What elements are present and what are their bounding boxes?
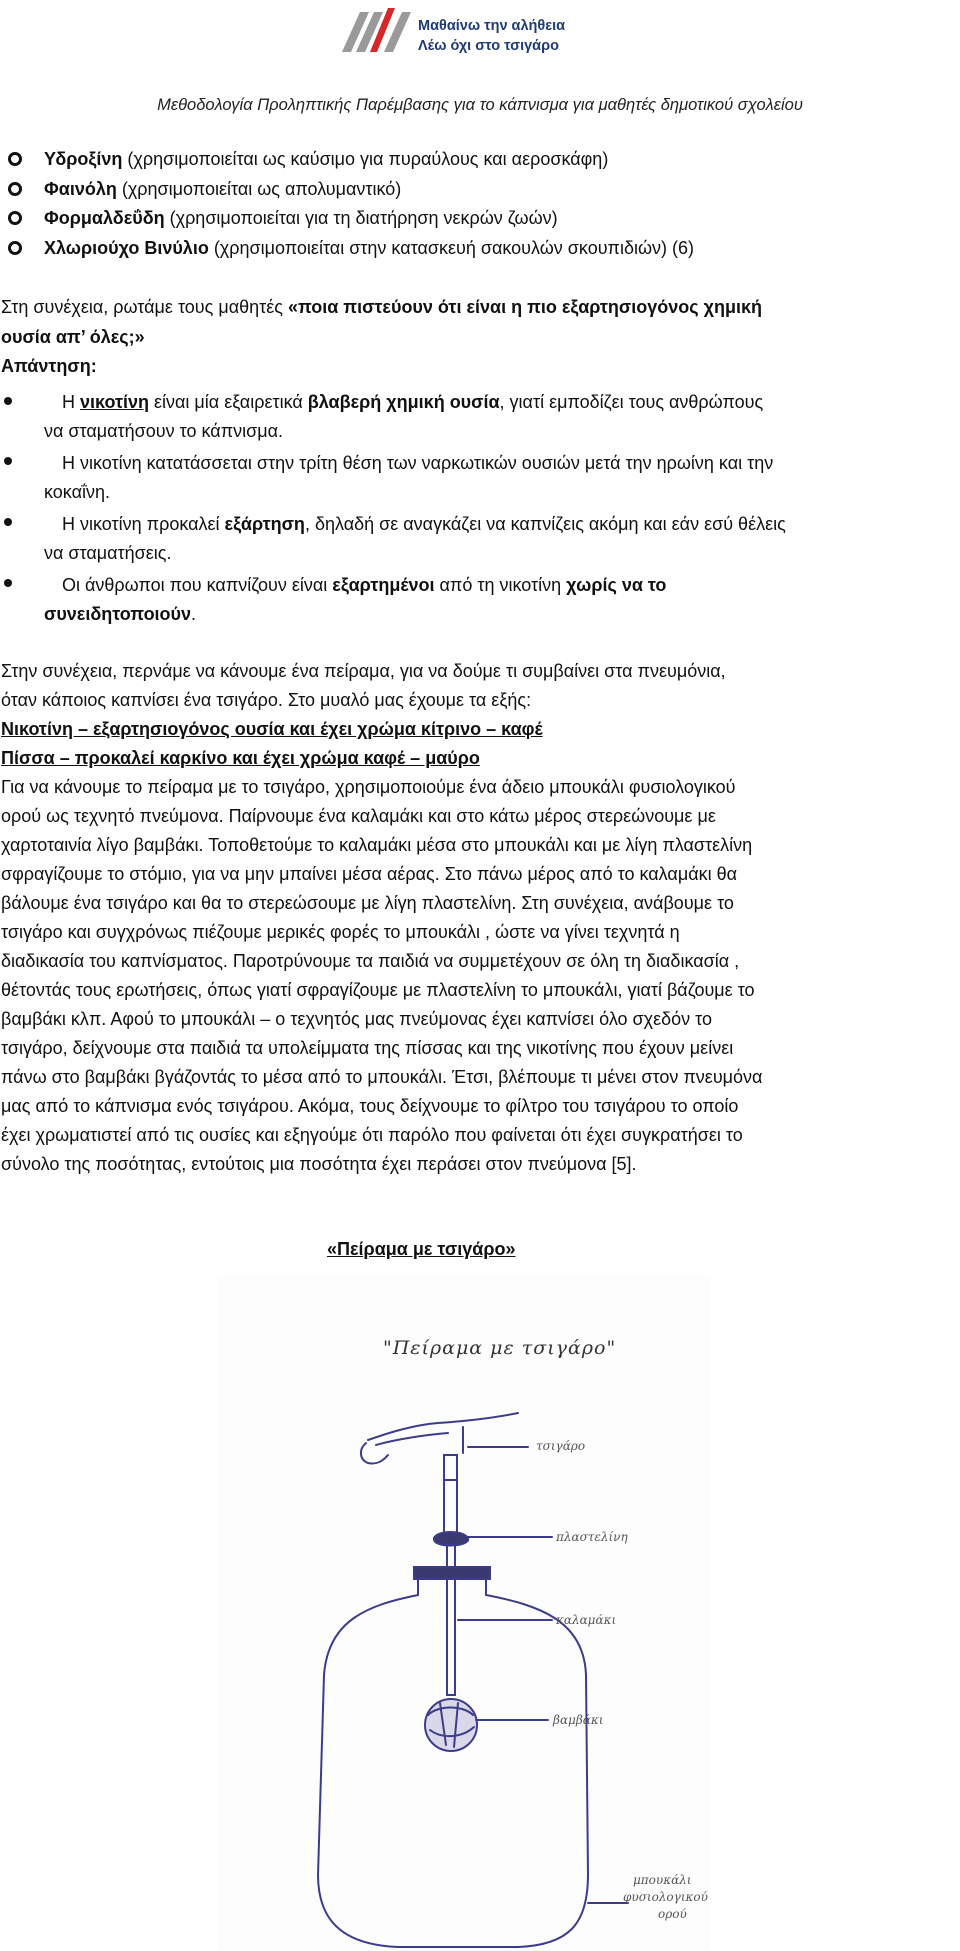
paragraph-line: Στην συνέχεια, περνάμε να κάνουμε ένα πείραμα, για να δούμε τι συμβαίνει στα πνευμόνια, <box>1 661 726 681</box>
paragraph-line: χαρτοταινία λίγο βαμβάκι. Τοποθετούμε το καλαμάκι μέσα στο μπουκάλι και με λίγη πλαστελίνη <box>1 835 753 855</box>
label-bottle-1: μπουκάλι <box>633 1873 692 1887</box>
list-item: Χλωριούχο Βινύλιο (χρησιμοποιείται στην κατασκευή σακουλών σκουπιδιών) (6) <box>44 238 695 258</box>
paragraph-line: σύνολο της ποσότητας, εντούτοις μια ποσότητα έχει περάσει στον πνεύμονα [5]. <box>1 1154 637 1174</box>
plasticine-blob <box>434 1532 468 1546</box>
bullet-ring-icon <box>8 152 22 166</box>
paragraph-line: θέτοντάς τους ερωτήσεις, όπως γιατί σφραγίζουμε με πλαστελίνη το μπουκάλι, γιατί βάζουμε το <box>1 980 755 1000</box>
label-bottle-2: φυσιολογικού <box>623 1890 708 1904</box>
logo-slogan: Λέω όχι στο τσιγάρο <box>418 38 559 54</box>
bullet-dot-icon <box>4 397 12 405</box>
paragraph-line: διαδικασία του καπνίσματος. Παροτρύνουμε τα παιδιά να συμμετέχουν σε όλη τη διαδικασία , <box>1 951 740 971</box>
answer-item-cont: να σταματήσουν το κάπνισμα. <box>44 421 284 441</box>
label-cigarette: τσιγάρο <box>536 1439 586 1453</box>
bullet-ring-icon <box>8 182 22 196</box>
bullet-dot-icon <box>4 518 12 526</box>
bullet-ring-icon <box>8 241 22 255</box>
answer-item: Η νικοτίνη προκαλεί εξάρτηση, δηλαδή σε αναγκάζει να καπνίζεις ακόμη και εάν εσύ θέλεις <box>62 514 786 534</box>
figure-title: "Πείραμα με τσιγάρο" <box>383 1337 617 1359</box>
list-item: Υδροξίνη (χρησιμοποιείται ως καύσιμο για πυραύλους και αεροσκάφη) <box>44 149 609 169</box>
question-line: Στη συνέχεια, ρωτάμε τους μαθητές «ποια πιστεύουν ότι είναι η πιο εξαρτησιογόνος χημική <box>1 297 763 317</box>
question-line-2: ουσία απ’ όλες;» <box>1 327 145 347</box>
cotton-ball <box>425 1699 477 1751</box>
logo <box>338 6 638 56</box>
hand-outline <box>368 1413 518 1440</box>
label-straw: καλαμάκι <box>556 1613 617 1627</box>
paragraph-line: τσιγάρο, δείχνουμε στα παιδιά τα υπολείμματα της πίσσας και της νικοτίνης που έχουν μείνει <box>1 1038 734 1058</box>
bullet-ring-icon <box>8 211 22 225</box>
answer-item: Οι άνθρωποι που καπνίζουν είναι εξαρτημένοι από τη νικοτίνη χωρίς να το <box>62 575 667 595</box>
paragraph-line: βάλουμε ένα τσιγάρο και θα το στερεώσουμε με λίγη πλαστελίνη. Στη συνέχεια, ανάβουμε το <box>1 893 734 913</box>
experiment-figure <box>218 1275 710 1951</box>
answer-item-cont: συνειδητοποιούν. <box>44 604 197 624</box>
paragraph-line: όταν κάποιος καπνίσει ένα τσιγάρο. Στο μυαλό μας έχουμε τα εξής: <box>1 690 532 710</box>
paragraph-line: τσιγάρο και συγχρόνως πιέζουμε μερικές φορές το μπουκάλι , ώστε να γίνει τεχνητά η <box>1 922 680 942</box>
answer-item: Η νικοτίνη κατατάσσεται στην τρίτη θέση των ναρκωτικών ουσιών μετά την ηρωίνη και την <box>62 453 774 473</box>
paragraph-line: ορού ως τεχνητό πνεύμονα. Παίρνουμε ένα καλαμάκι και στο κάτω μέρος στερεώνουμε με <box>1 806 716 826</box>
cigarette-shape <box>444 1455 457 1535</box>
experiment-drawing <box>218 1275 710 1951</box>
bottle-cap-plasticine <box>414 1567 490 1579</box>
paragraph-line: βαμβάκι κλπ. Αφού το μπουκάλι – ο τεχνητός μας πνεύμονας έχει καπνίσει όλο σχεδόν το <box>1 1009 713 1029</box>
label-cotton: βαμβάκι <box>553 1713 604 1727</box>
label-bottle-3: ορού <box>658 1907 687 1921</box>
nicotine-note: Νικοτίνη – εξαρτησιογόνος ουσία και έχει χρώμα κίτρινο – καφέ <box>1 719 543 739</box>
tar-note: Πίσσα – προκαλεί καρκίνο και έχει χρώμα καφέ – μαύρο <box>1 748 480 768</box>
logo-mark <box>338 6 413 54</box>
list-item: Φορμαλδεΰδη (χρησιμοποιείται για τη διατήρηση νεκρών ζωών) <box>44 208 558 228</box>
bullet-dot-icon <box>4 579 12 587</box>
answer-label: Απάντηση: <box>1 356 97 376</box>
logo-title: Μαθαίνω την αλήθεια <box>418 18 566 34</box>
document-subtitle: Μεθοδολογία Προληπτικής Παρέμβασης για το κάπνισμα για μαθητές δημοτικού σχολείου <box>157 96 803 114</box>
label-plasticine: πλαστελίνη <box>556 1530 628 1544</box>
answer-item-cont: να σταματήσεις. <box>44 543 172 563</box>
figure-caption: «Πείραμα με τσιγάρο» <box>327 1239 516 1259</box>
answer-item: Η νικοτίνη είναι μία εξαιρετικά βλαβερή χημική ουσία, γιατί εμποδίζει τους ανθρώπους <box>62 392 764 412</box>
paragraph-line: έχει χρωματιστεί από τις ουσίες και εξηγούμε ότι παρόλο που φαίνεται ότι έχει συγκρατήσει το <box>1 1125 743 1145</box>
bullet-dot-icon <box>4 457 12 465</box>
paragraph-line: Για να κάνουμε το πείραμα με το τσιγάρο, χρησιμοποιούμε ένα άδειο μπουκάλι φυσιολογικού <box>1 777 736 797</box>
answer-item-cont: κοκαΐνη. <box>44 482 110 502</box>
list-item: Φαινόλη (χρησιμοποιείται ως απολυμαντικό) <box>44 179 402 199</box>
paragraph-line: πάνω στο βαμβάκι βγάζοντάς το μέσα από το μπουκάλι. Έτσι, βλέπουμε τι μένει στον πνευμόνα <box>1 1067 763 1087</box>
paragraph-line: σφραγίζουμε το στόμιο, για να μην μπαίνει μέσα αέρας. Στο πάνω μέρος από το καλαμάκι θα <box>1 864 738 884</box>
paragraph-line: μας από το κάπνισμα ενός τσιγάρου. Ακόμα, τους δείχνουμε το φίλτρο του τσιγάρου το οποίο <box>1 1096 739 1116</box>
bottle-body <box>318 1595 588 1947</box>
